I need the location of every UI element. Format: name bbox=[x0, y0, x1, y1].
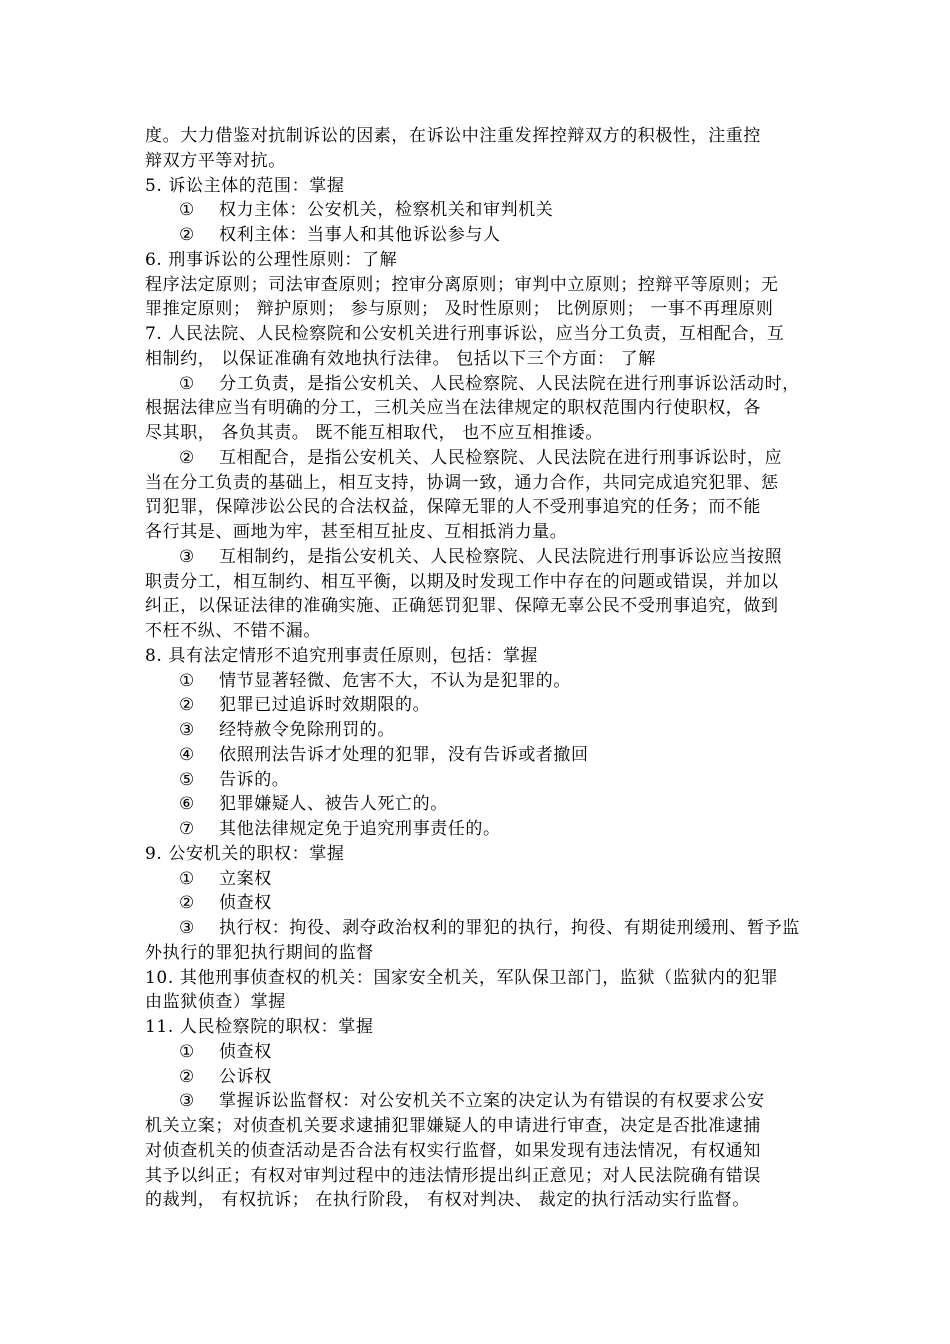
item-number: ② bbox=[179, 695, 195, 716]
line-text: 权利主体：当事人和其他诉讼参与人 bbox=[219, 225, 501, 245]
line-text: 执行权：拘役、剥夺政治权利的罪犯的执行，拘役、有期徒刑缓刑、暂予监 bbox=[219, 918, 800, 938]
item-number: ② bbox=[179, 1066, 195, 1087]
line-text: 侦查权 bbox=[219, 1041, 272, 1062]
line-text: 互相配合，是指公安机关、人民检察院、人民法院在进行刑事诉讼时，应 bbox=[219, 447, 783, 468]
line-text: 6. 刑事诉讼的公理性原则：了解 bbox=[145, 249, 398, 270]
item-number: ② bbox=[179, 447, 195, 468]
line-text: 根据法律应当有明确的分工，三机关应当在法律规定的职权范围内行使职权，各 bbox=[145, 398, 761, 419]
line-text: 分工负责，是指公安机关、人民检察院、人民法院在进行刑事诉讼活动时， bbox=[219, 373, 800, 394]
line-text: 10. 其他刑事侦查权的机关：国家安全机关，军队保卫部门，监狱（监狱内的犯罪 bbox=[145, 967, 779, 988]
item-number: ② bbox=[179, 893, 195, 914]
line-text: 依照刑法告诉才处理的犯罪，没有告诉或者撤回 bbox=[219, 744, 589, 765]
line-text: 经特赦令免除刑罚的。 bbox=[219, 720, 395, 740]
line-text: 度。大力借鉴对抗制诉讼的因素，在诉讼中注重发挥控辩双方的积极性，注重控 bbox=[145, 126, 761, 146]
text-line bbox=[145, 421, 810, 446]
text-line bbox=[145, 1164, 810, 1189]
text-line bbox=[145, 1015, 810, 1040]
line-text: 11. 人民检察院的职权：掌握 bbox=[145, 1017, 374, 1037]
text-line bbox=[145, 396, 810, 421]
document-body bbox=[145, 124, 810, 1213]
list-item-line bbox=[145, 792, 810, 817]
list-item-line bbox=[145, 743, 810, 768]
item-number: ⑦ bbox=[179, 819, 195, 839]
item-number: ② bbox=[179, 225, 195, 245]
line-text: 犯罪嫌疑人、被告人死亡的。 bbox=[219, 794, 448, 815]
line-text: 罪推定原则； 辩护原则； 参与原则； 及时性原则； 比例原则； 一事不再理原则 bbox=[145, 299, 774, 320]
list-item-line bbox=[145, 198, 810, 223]
list-item-line bbox=[145, 223, 810, 248]
item-number: ⑤ bbox=[179, 769, 195, 790]
text-line bbox=[145, 941, 810, 966]
line-text: 机关立案；对侦查机关要求逮捕犯罪嫌疑人的申请进行审查，决定是否批准逮捕 bbox=[145, 1116, 761, 1136]
line-text: 其他法律规定免于追究刑事责任的。 bbox=[219, 819, 501, 839]
list-item-line bbox=[145, 891, 810, 916]
text-line bbox=[145, 471, 810, 496]
line-text: 相制约， 以保证准确有效地执行法律。 包括以下三个方面： 了解 bbox=[145, 348, 656, 369]
text-line bbox=[145, 174, 810, 199]
text-line bbox=[145, 297, 810, 322]
line-text: 尽其职， 各负其责。 既不能互相取代， 也不应互相推诿。 bbox=[145, 423, 604, 443]
list-item-line bbox=[145, 916, 810, 941]
text-line bbox=[145, 990, 810, 1015]
list-item-line bbox=[145, 1040, 810, 1065]
text-line bbox=[145, 1114, 810, 1139]
item-number: ③ bbox=[179, 918, 195, 938]
item-number: ① bbox=[179, 1041, 195, 1062]
line-text: 的裁判， 有权抗诉； 在执行阶段， 有权对判决、 裁定的执行活动实行监督。 bbox=[145, 1190, 750, 1211]
line-text: 由监狱侦查）掌握 bbox=[145, 992, 286, 1013]
text-line bbox=[145, 248, 810, 273]
text-line bbox=[145, 619, 810, 644]
text-line bbox=[145, 149, 810, 174]
line-text: 情节显著轻微、危害不大，不认为是犯罪的。 bbox=[219, 670, 571, 691]
list-item-line bbox=[145, 768, 810, 793]
list-item-line bbox=[145, 693, 810, 718]
text-line bbox=[145, 273, 810, 298]
line-text: 外执行的罪犯执行期间的监督 bbox=[145, 942, 374, 963]
text-line bbox=[145, 520, 810, 545]
line-text: 各行其是、画地为牢，甚至相互扯皮、互相抵消力量。 bbox=[145, 522, 568, 542]
list-item-line bbox=[145, 545, 810, 570]
line-text: 权力主体：公安机关，检察机关和审判机关 bbox=[219, 200, 554, 221]
line-text: 罚犯罪，保障涉讼公民的合法权益，保障无罪的人不受刑事追究的任务；而不能 bbox=[145, 497, 761, 518]
text-line bbox=[145, 570, 810, 595]
item-number: ① bbox=[179, 200, 195, 221]
line-text: 侦查权 bbox=[219, 893, 272, 914]
line-text: 9. 公安机关的职权：掌握 bbox=[145, 843, 345, 864]
item-number: ① bbox=[179, 868, 195, 889]
list-item-line bbox=[145, 817, 810, 842]
list-item-line bbox=[145, 1065, 810, 1090]
line-text: 互相制约，是指公安机关、人民检察院、人民法院进行刑事诉讼应当按照 bbox=[219, 546, 783, 567]
text-line bbox=[145, 347, 810, 372]
line-text: 纠正，以保证法律的准确实施、正确惩罚犯罪、保障无辜公民不受刑事追究，做到 bbox=[145, 596, 779, 617]
text-line bbox=[145, 644, 810, 669]
line-text: 程序法定原则；司法审查原则；控审分离原则；审判中立原则；控辩平等原则；无 bbox=[145, 274, 779, 295]
text-line bbox=[145, 594, 810, 619]
line-text: 辩双方平等对抗。 bbox=[145, 150, 286, 171]
text-line bbox=[145, 966, 810, 991]
list-item-line bbox=[145, 1089, 810, 1114]
line-text: 7. 人民法院、人民检察院和公安机关进行刑事诉讼，应当分工负责，互相配合，互 bbox=[145, 324, 785, 344]
list-item-line bbox=[145, 867, 810, 892]
list-item-line bbox=[145, 669, 810, 694]
list-item-line bbox=[145, 446, 810, 471]
text-line bbox=[145, 1139, 810, 1164]
item-number: ③ bbox=[179, 1091, 195, 1112]
line-text: 不枉不纵、不错不漏。 bbox=[145, 621, 321, 641]
item-number: ① bbox=[179, 670, 195, 691]
item-number: ⑥ bbox=[179, 794, 195, 815]
item-number: ③ bbox=[179, 720, 195, 740]
text-line bbox=[145, 842, 810, 867]
line-text: 当在分工负责的基础上，相互支持，协调一致，通力合作，共同完成追究犯罪、惩 bbox=[145, 472, 779, 493]
text-line bbox=[145, 1188, 810, 1213]
text-line bbox=[145, 322, 810, 347]
line-text: 对侦查机关的侦查活动是否合法有权实行监督，如果发现有违法情况，有权通知 bbox=[145, 1140, 761, 1161]
line-text: 犯罪已过追诉时效期限的。 bbox=[219, 695, 431, 716]
item-number: ① bbox=[179, 373, 195, 394]
line-text: 8. 具有法定情形不追究刑事责任原则，包括：掌握 bbox=[145, 645, 539, 666]
line-text: 职责分工，相互制约、相互平衡，以期及时发现工作中存在的问题或错误，并加以 bbox=[145, 571, 779, 592]
item-number: ④ bbox=[179, 744, 195, 765]
text-line bbox=[145, 495, 810, 520]
line-text: 立案权 bbox=[219, 868, 272, 889]
text-line bbox=[145, 124, 810, 149]
list-item-line bbox=[145, 372, 810, 397]
line-text: 掌握诉讼监督权：对公安机关不立案的决定认为有错误的有权要求公安 bbox=[219, 1091, 765, 1112]
line-text: 5. 诉讼主体的范围：掌握 bbox=[145, 175, 345, 196]
line-text: 其予以纠正；有权对审判过程中的违法情形提出纠正意见；对人民法院确有错误 bbox=[145, 1165, 761, 1186]
line-text: 公诉权 bbox=[219, 1066, 272, 1087]
line-text: 告诉的。 bbox=[219, 769, 290, 790]
list-item-line bbox=[145, 718, 810, 743]
item-number: ③ bbox=[179, 546, 195, 567]
